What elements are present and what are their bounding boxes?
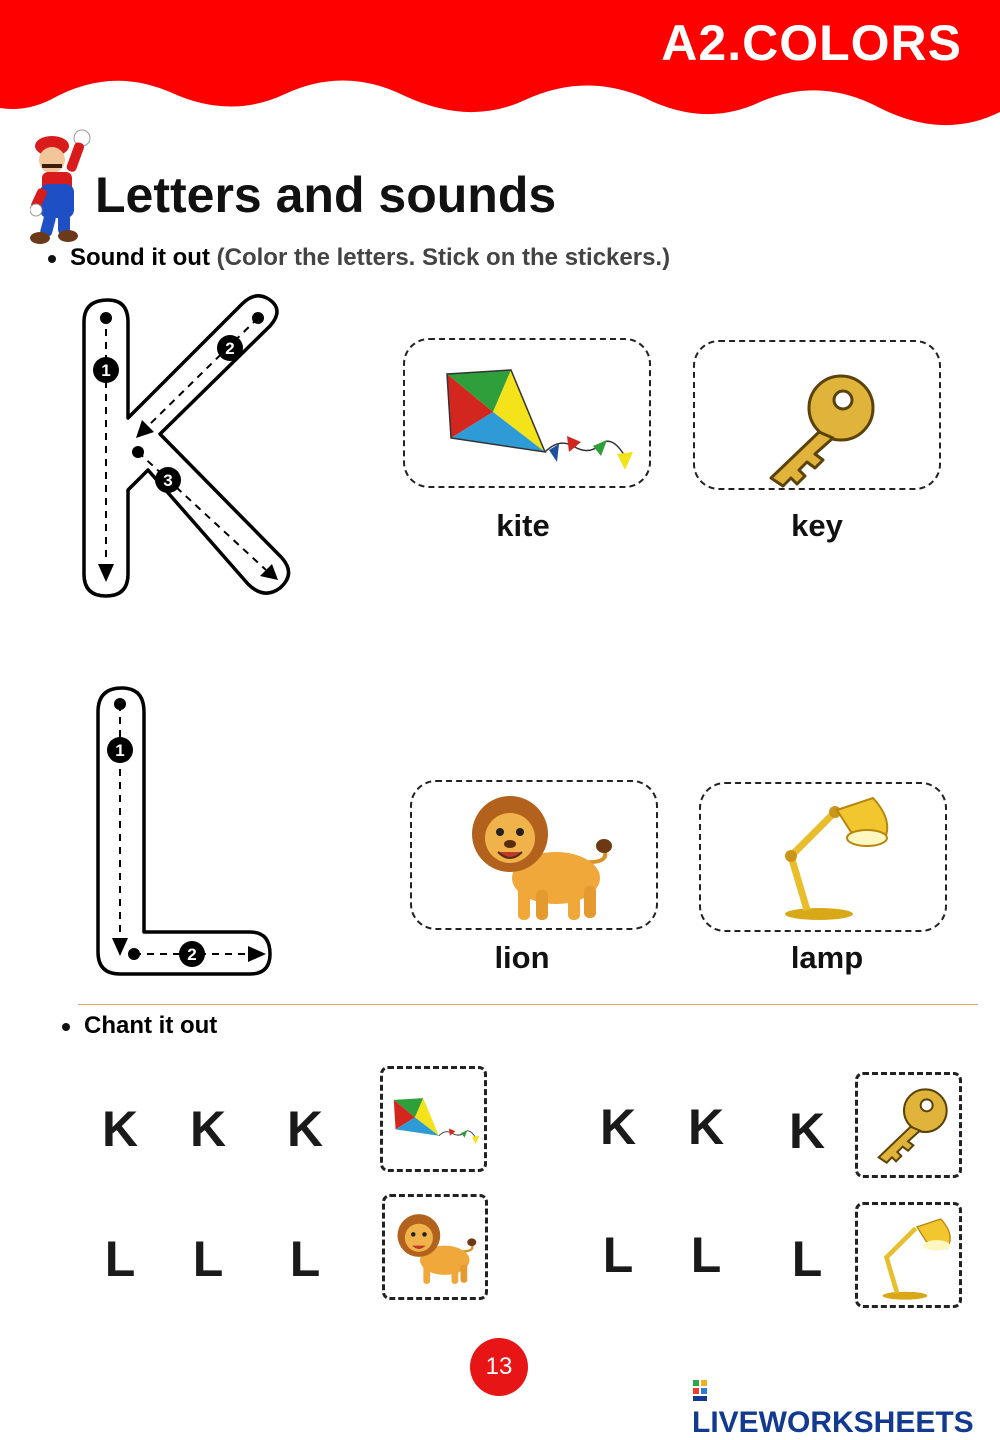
- chant-letter-l: L: [602, 1227, 634, 1283]
- chant-picture-lamp: [855, 1202, 962, 1308]
- sticker-slot-lamp[interactable]: [699, 782, 947, 932]
- chant-letter-l: L: [192, 1231, 224, 1287]
- lion-icon: [393, 1205, 483, 1293]
- word-kite: kite: [496, 508, 550, 543]
- kite-icon: [391, 1079, 483, 1165]
- chant-letter-l: L: [104, 1231, 136, 1287]
- section-instruction: (Color the letters. Stick on the stickers.): [216, 244, 671, 271]
- section-sound-it-out: [48, 244, 670, 272]
- section-divider: [78, 1004, 978, 1005]
- liveworksheets-logo-icon: [692, 1378, 716, 1402]
- lamp-icon: [763, 792, 893, 922]
- brand-name: LIVEWORKSHEETS: [692, 1406, 974, 1439]
- section-label: Sound it out: [70, 244, 210, 271]
- chant-letter-l: L: [791, 1231, 823, 1287]
- k-step-2-label: 2: [225, 339, 235, 358]
- letter-k-tracing[interactable]: [70, 290, 310, 610]
- word-key: key: [791, 508, 843, 543]
- bullet-dot: [48, 255, 56, 263]
- chant-picture-key: [855, 1072, 962, 1178]
- chant-letter-l: L: [690, 1227, 722, 1283]
- header-title: A2.COLORS: [661, 15, 962, 71]
- chant-picture-lion: [382, 1194, 488, 1300]
- letter-l-tracing[interactable]: [90, 682, 280, 982]
- page-number: 13: [470, 1338, 528, 1396]
- chant-letter-k: K: [189, 1101, 227, 1157]
- sticker-slot-kite[interactable]: [403, 338, 651, 488]
- sticker-slot-lion[interactable]: [410, 780, 658, 930]
- mascot-icon: [30, 128, 92, 246]
- chant-letter-k: K: [788, 1103, 826, 1159]
- lion-icon: [464, 790, 624, 926]
- word-lion: lion: [494, 940, 550, 975]
- k-step-1-label: 1: [101, 361, 111, 380]
- chant-letter-k: K: [101, 1101, 139, 1157]
- section-label: Chant it out: [84, 1012, 218, 1039]
- bullet-dot: [62, 1023, 70, 1031]
- chant-letter-k: K: [286, 1101, 324, 1157]
- key-icon: [761, 372, 881, 490]
- chant-letter-k: K: [687, 1099, 725, 1155]
- l-step-1-label: 1: [115, 741, 125, 760]
- page-title: Letters and sounds: [95, 167, 557, 223]
- chant-letter-k: K: [599, 1099, 637, 1155]
- section-chant-it-out: [62, 1012, 217, 1040]
- word-lamp: lamp: [790, 940, 864, 975]
- kite-icon: [441, 366, 641, 478]
- l-step-2-label: 2: [187, 945, 197, 964]
- key-icon: [872, 1085, 952, 1167]
- k-step-3-label: 3: [163, 471, 173, 490]
- sticker-slot-key[interactable]: [693, 340, 941, 490]
- brand-logo: [692, 1372, 1000, 1440]
- chant-letter-l: L: [289, 1231, 321, 1287]
- lamp-icon: [868, 1215, 954, 1301]
- chant-picture-kite: [380, 1066, 487, 1172]
